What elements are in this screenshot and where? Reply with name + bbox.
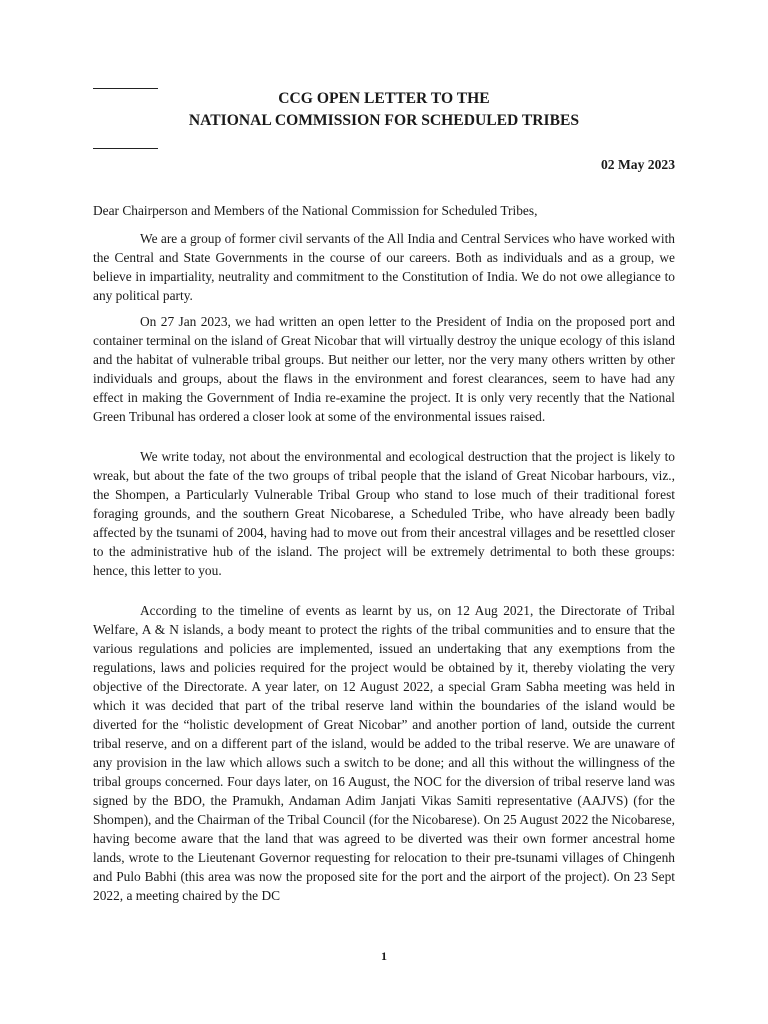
letter-date: 02 May 2023 <box>600 157 675 172</box>
bottom-rule <box>93 148 158 149</box>
letter-title-line-2: NATIONAL COMMISSION FOR SCHEDULED TRIBES <box>188 112 580 129</box>
salutation: Dear Chairperson and Members of the National Commission for Scheduled Tribes, <box>93 203 538 218</box>
paragraph-4: According to the timeline of events as learnt by us, on 12 Aug 2021, the Directorate of Tribal Welfare, A & N islands, a body meant to protect the rights of the tribal communities and to ensure that the various regulations and policies are implemented, issued an undertaking that any exemptions from the regulations, laws and policies required for the project would be obtained by it, thereby violating the very objective of the Directorate. A year later, on 12 August 2022, a special Gram Sabha meeting was held in which it was decided that part of the tribal reserve land within the boundaries of the island would be diverted for the “holistic development of Great Nicobar” and another portion of land, outside the current tribal reserve, and on a different part of the island, would be added to the tribal reserve. We are unaware of any provision in the law which allows such a switch to be done; and all this without the willingness of the tribal groups concerned. Four days later, on 16 August, the NOC for the diversion of tribal reserve land was signed by the BDO, the Pramukh, Andaman Adim Janjati Vikas Samiti representative (AAJVS) (for the Shompen), and the Chairman of the Tribal Council (for the Nicobarese). On 25 August 2022 the Nicobarese, having become aware that the land that was agreed to be diverted was their own former ancestral home lands, wrote to the Lieutenant Governor requesting for relocation to their pre-tsunami villages of Chingenh and Pulo Babhi (this area was now the proposed site for the port and the airport of the project). On 23 Sept 2022, a meeting chaired by the DC <box>93 603 675 903</box>
page-number: 1 <box>381 949 387 963</box>
letter-title-line-1: CCG OPEN LETTER TO THE <box>278 90 490 107</box>
paragraph-2: On 27 Jan 2023, we had written an open letter to the President of India on the proposed port and container terminal on the island of Great Nicobar that will virtually destroy the unique ecology of this island and the habitat of vulnerable tribal groups. But neither our letter, nor the very many others written by other individuals and groups, about the flaws in the environment and forest clearances, seem to have had any effect in making the Government of India re-examine the project. It is only very recently that the National Green Tribunal has ordered a closer look at some of the environmental issues raised. <box>93 314 675 424</box>
paragraph-1: We are a group of former civil servants of the All India and Central Services who have worked with the Central and State Governments in the course of our careers. Both as individuals and as a group, we believe in impartiality, neutrality and commitment to the Constitution of India. We do not owe allegiance to any political party. <box>93 231 675 303</box>
paragraph-3: We write today, not about the environmental and ecological destruction that the project is likely to wreak, but about the fate of the two groups of tribal people that the island of Great Nicobar harbours, viz., the Shompen, a Particularly Vulnerable Tribal Group who stand to lose much of their traditional forest foraging grounds, and the southern Great Nicobarese, a Scheduled Tribe, who have already been badly affected by the tsunami of 2004, having had to move out from their ancestral villages and be resettled closer to the administrative hub of the island. The project will be extremely detrimental to both these groups: hence, this letter to you. <box>93 449 675 578</box>
